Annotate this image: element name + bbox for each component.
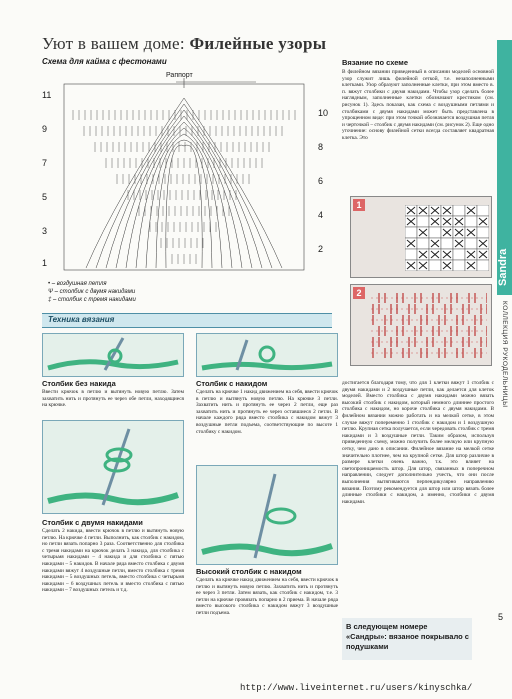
- rapport-label: Раппорт: [166, 72, 193, 79]
- section-text: Сделать 2 накида, ввести крючок в петлю и вытянуть новую петлю. На крючке 4 петли. Выполнить, как столбик с накидом, но петли вязать попарно 3 раза. Соответственно для столбика с тремя накидами на крючок делать 3 накида, для столбика с четырьмя накидами – 4 накида и для столбика с пятью накидами – 5 накидов. В начале ряда вместо столбика с двумя накидами вяжут 4 воздушные петли, вместо столбика с тремя накидами – 5 воздушных петель, вместо столбика с четырьмя накидами – 6 воздушных петель и вместо столбика с пятью накидами – 7 воздушных петель и т.д.: [42, 528, 184, 594]
- scheme-subtitle: Схема для кайма с фестонами: [42, 57, 167, 66]
- legend-item: • – воздушная петля: [48, 281, 107, 287]
- row-number: 7: [42, 158, 48, 168]
- page-number: 5: [498, 612, 504, 622]
- row-number: 11: [42, 90, 52, 100]
- legend: [48, 280, 136, 304]
- section-title: Столбик без накида: [42, 379, 116, 388]
- diagram-1-crosses: [350, 196, 492, 278]
- section-text: Ввести крючок в петлю и вытянуть новую петлю. Затем захватить нить и протянуть ее через обе петли, находящиеся на крючке.: [42, 389, 184, 409]
- cross-grid: [405, 205, 489, 271]
- yarn-loop-icon: [197, 466, 337, 564]
- row-number: 1: [42, 258, 48, 268]
- row-number: 6: [318, 176, 324, 186]
- row-number: 10: [318, 108, 329, 118]
- line-grid: [371, 293, 487, 359]
- section-title: Высокий столбик с накидом: [196, 567, 302, 576]
- illustration-double-crochet: [196, 333, 338, 377]
- title-main: Филейные узоры: [189, 34, 327, 53]
- section-text: достигается благодаря тому, что для 1 клетки вяжут 1 столбик с двумя накидами и 2 воздушные петли, как делается для клеток моделей. Вместо столбика с двумя накидами можно вязать высокий столбик с накидом, который немного длиннее простого столбика с накидом, но короче столбика с двумя накидами. В филейном вязании можно работать и на мелкой сетке, в этом случае вяжут попеременно 1 столбик с накидом и 1 воздушную петлю. Крупная сетка получается, если чередовать столбик с тремя накидами и 3 воздушные петли. Таким образом, используя приведенную схему, можно получить более мелкую или крупную сетку, чем дано в описании. Филейное вязание на мелкой сетке значительно плотнее, чем на крупной сетке. Для штор различие в размере клетки очень важно, т.к. это влияет на светопроницаемость штор. Для штор, связанных в поперечном направлении, следует дополнительно учесть, что они после выполнения вытягиваются перпендикулярно направлению вязания. Поэтому рекомендуется для штор или штор вязать более длинные столбики с накидом, а именно, столбики с двумя накидами.: [342, 380, 495, 505]
- diagram-number: 1: [353, 199, 365, 211]
- section-text: В филейном вязании приведенный в описании моделей основной узор служит лишь филейной сеткой, т.е. незаполненными клетками. Узор образуют заполненные клетки, при этом вместо в. п. вяжут столбики с двумя накидами. Чтобы узор сделать более наглядным, заполненные клетки обозначают крестиком (см. рисунок 1). Здесь показан, как схема с воздушными петлями и столбиками с двумя накидами может быть представлена в упрощенном виде: при этом точкой обозначается воздушная петля и черточкой – столбик с двумя накидами (см. рисунок 2). Еще одно уточнение: основу филейной сетки всегда составляет квадратная клетка. Это: [342, 69, 494, 141]
- row-numbers-left: [42, 90, 56, 270]
- next-issue-box: [342, 618, 472, 660]
- brand-tab: Sandra: [497, 40, 512, 295]
- source-url: http://www.liveinternet.ru/users/kinyschka/: [240, 683, 473, 693]
- diagram-number: 2: [353, 287, 365, 299]
- diagram-2-lines: [350, 284, 492, 366]
- row-number: 2: [318, 244, 324, 254]
- side-caption: КОЛЛЕКЦИЯ РУКОДЕЛЬНИЦЫ: [501, 301, 508, 408]
- filet-scheme-diagram: [56, 78, 312, 278]
- row-number: 5: [42, 192, 48, 202]
- legend-item: Ψ – столбик с двумя накидами: [48, 289, 136, 295]
- crochet-hook-icon: [43, 334, 183, 376]
- legend-item: ‡ – столбик с тремя накидами: [48, 297, 136, 303]
- row-number: 8: [318, 142, 324, 152]
- row-number: 4: [318, 210, 324, 220]
- page-title: [42, 34, 326, 54]
- title-prefix: Уют в вашем доме:: [42, 34, 190, 53]
- section-title: Столбик с двумя накидами: [42, 518, 143, 527]
- yarn-loop-icon: [43, 421, 183, 513]
- row-numbers-right: [318, 108, 332, 278]
- illustration-single-crochet: [42, 333, 184, 377]
- illustration-tall-double-crochet: [196, 465, 338, 565]
- row-number: 3: [42, 226, 48, 236]
- row-number: 9: [42, 124, 48, 134]
- technique-header: Техника вязания: [42, 313, 332, 328]
- section-text: Сделать на крючке накид движением на себя, ввести крючок в петлю и вытянуть новую петлю. Захватить нить и протянуть ее через 3 петли. Затем вязать, как столбик с накидом, т.е. 3 петли на крючке провязать попарно в 2 приема. В начале ряда вместо высокого столбика с накидом вяжут 3 воздушные петли подъема.: [196, 577, 338, 616]
- section-text: Сделать на крючке 1 накид движением на себя, ввести крючок в петлю и вытянуть новую петлю. На крючке 3 петли. Захватить нить и протянуть ее через 2 петли, еще раз захватить нить и протянуть ее через оставшиеся 2 петли. В начале каждого ряда вместо столбика с накидом вяжут 3 воздушные петли подъема, соответствующие по высоте 1 столбику с накидом.: [196, 389, 338, 435]
- next-issue-text: В следующем номере «Сандры»: вязаное покрывало с подушками: [346, 622, 469, 651]
- section-title: Столбик с накидом: [196, 379, 268, 388]
- crochet-hook-icon: [197, 334, 337, 376]
- section-title: Вязание по схеме: [342, 58, 409, 67]
- illustration-treble-crochet: [42, 420, 184, 514]
